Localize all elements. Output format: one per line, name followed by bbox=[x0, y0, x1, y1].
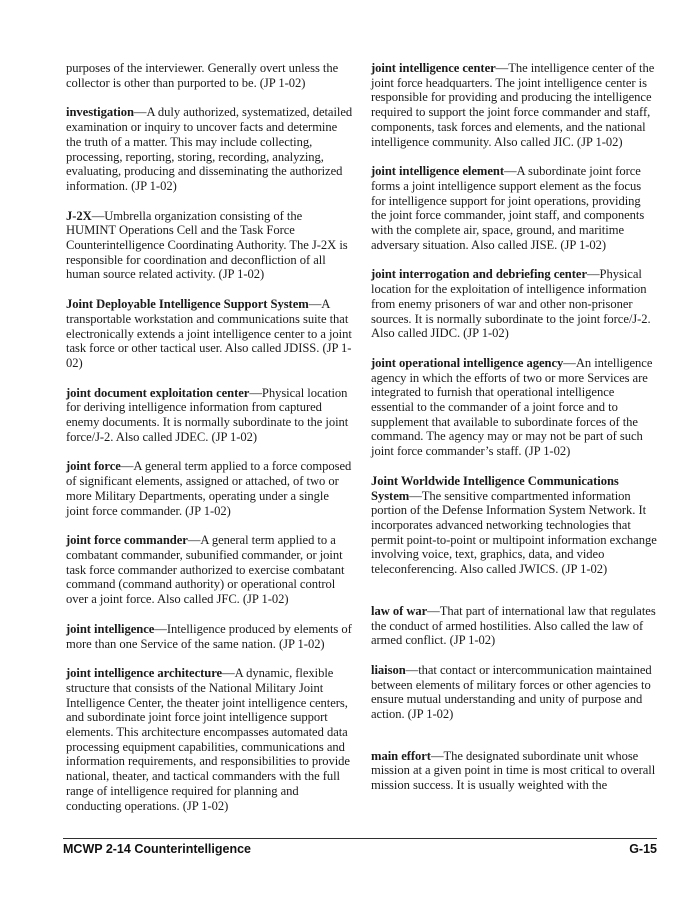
glossary-entry bbox=[66, 459, 353, 518]
glossary-term: liaison bbox=[371, 662, 406, 677]
glossary-entry bbox=[371, 61, 658, 149]
glossary-definition: —The designated subordinate unit whose mission at a given point in time is most critical to overall mission success. It is usually weighted with the bbox=[371, 748, 656, 793]
glossary-term: Joint Deployable Intelligence Support System bbox=[66, 297, 309, 312]
glossary-definition: —A subordinate joint force forms a joint intelligence support element as the focus for intelligence support for joint operations, providing the joint force commander, joint staff, and components with the complete air, space, ground, and maritime adversary situation. Also called JISE. (JP 1-02) bbox=[371, 164, 645, 252]
footer-doc-title: MCWP 2-14 Counterintelligence bbox=[63, 842, 251, 856]
glossary-definition: purposes of the interviewer. Generally overt unless the collector is other than purported to be. (JP 1-02) bbox=[66, 61, 339, 90]
glossary-term: law of war bbox=[371, 603, 428, 618]
glossary-term: joint intelligence architecture bbox=[66, 666, 223, 681]
glossary-term: joint document exploitation center bbox=[66, 385, 250, 400]
glossary-entry bbox=[66, 105, 353, 193]
glossary-definition: —A general term applied to a combatant commander, subunified commander, or joint task force commander authorized to exercise combatant command (command authority) or operational control over a joint force. Also called JFC. (JP 1-02) bbox=[66, 533, 345, 607]
glossary-term: joint intelligence bbox=[66, 621, 155, 636]
glossary-entry bbox=[371, 356, 658, 459]
glossary-term: joint interrogation and debriefing center bbox=[371, 267, 587, 282]
glossary-definition: —Physical location for deriving intelligence information from captured enemy documents. It is normally subordinate to the joint force/J-2. Also called JDEC. (JP 1-02) bbox=[66, 385, 349, 444]
glossary-definition: —The sensitive compartmented information portion of the Defense Information System Network. It incorporates advanced networking technologies that permit point-to-point or multipoint information exchange involving voice, text, graphics, data, and video teleconferencing. Also called JWICS. (JP 1-02) bbox=[371, 488, 657, 577]
glossary-definition: —An intelligence agency in which the efforts of two or more Services are integrated to furnish that operational intelligence essential to the commander of a joint force and to supplement that available to subordinate forces of the command. The agency may or may not be part of such joint force commander’s staff. (JP 1-02) bbox=[371, 355, 653, 459]
glossary-term: investigation bbox=[66, 105, 134, 120]
glossary-entry bbox=[66, 666, 353, 813]
glossary-definition: —that contact or intercommunication maintained between elements of military forces or other agencies to ensure mutual understanding and unity of purpose and action. (JP 1-02) bbox=[371, 662, 652, 722]
glossary-entry bbox=[371, 604, 658, 648]
glossary-definition: —A transportable workstation and communications suite that electronically extends a joint intelligence center to a joint task force or other tactical user. Also called JDISS. (JP 1-02) bbox=[66, 297, 352, 370]
glossary-entry bbox=[66, 622, 353, 651]
glossary-term: joint force commander bbox=[66, 533, 188, 548]
glossary-definition: —The intelligence center of the joint force headquarters. The joint intelligence center is responsible for providing and producing the intelligence required to support the joint force commander and staff, components, task forces and elements, and the national intelligence community. Also called JIC. (JP 1-02) bbox=[371, 61, 655, 149]
glossary-entry bbox=[371, 164, 658, 252]
footer-page-number: G-15 bbox=[629, 842, 657, 856]
glossary-definition: —That part of international law that regulates the conduct of armed hostilities. Also called the law of armed conflict. (JP 1-02) bbox=[371, 603, 656, 648]
glossary-term: joint intelligence center bbox=[371, 61, 496, 75]
glossary-entry bbox=[66, 386, 353, 445]
glossary-entry bbox=[371, 663, 658, 722]
page-footer bbox=[63, 838, 657, 856]
glossary-entry bbox=[66, 61, 353, 90]
glossary-term: main effort bbox=[371, 748, 431, 763]
glossary-entry bbox=[66, 297, 353, 371]
glossary-definition: —A duly authorized, systematized, detailed examination or inquiry to uncover facts and determine the truth of a matter. This may include collecting, processing, reporting, storing, recording, analyzing, evaluating, producing and disseminating the authorized information. (JP 1-02) bbox=[66, 105, 353, 193]
glossary-definition: —Intelligence produced by elements of more than one Service of the same nation. (JP 1-02) bbox=[66, 621, 352, 651]
glossary-entry bbox=[66, 209, 353, 283]
glossary-content bbox=[66, 61, 658, 828]
glossary-entry bbox=[371, 749, 658, 793]
glossary-term: joint operational intelligence agency bbox=[371, 355, 564, 370]
glossary-definition: —A dynamic, flexible structure that consists of the National Military Joint Intelligence Center, the theater joint intelligence centers, and subordinate joint force joint intelligence support elements. This architecture encompasses automated data processing equipment capabilities, communications and information requirements, and responsibilities to provide national, theater, and tactical commanders with the full range of intelligence required for planning and conducting operations. (JP 1-02) bbox=[66, 666, 350, 813]
glossary-term: joint force bbox=[66, 459, 121, 474]
glossary-term: J-2X bbox=[66, 208, 92, 223]
glossary-definition: —A general term applied to a force composed of significant elements, assigned or attached, of two or more Military Departments, operating under a single joint force commander. (JP 1-02) bbox=[66, 459, 352, 518]
glossary-term: joint intelligence element bbox=[371, 164, 504, 179]
right-column bbox=[371, 61, 658, 828]
glossary-term: Joint Worldwide Intelligence Communications System bbox=[371, 473, 619, 503]
glossary-entry bbox=[371, 474, 658, 577]
glossary-definition: —Umbrella organization consisting of the HUMINT Operations Cell and the Task Force Counterintelligence Coordinating Authority. The J-2X is responsible for coordination and deconfliction of all human source related activity. (JP 1-02) bbox=[66, 208, 348, 282]
left-column bbox=[66, 61, 353, 828]
glossary-entry bbox=[66, 533, 353, 607]
glossary-entry bbox=[371, 267, 658, 341]
glossary-definition: —Physical location for the exploitation of intelligence information from enemy prisoners of war and other non-prisoner sources. It is normally subordinate to the joint force/J-2. Also called JIDC. (JP 1-02) bbox=[371, 267, 651, 341]
